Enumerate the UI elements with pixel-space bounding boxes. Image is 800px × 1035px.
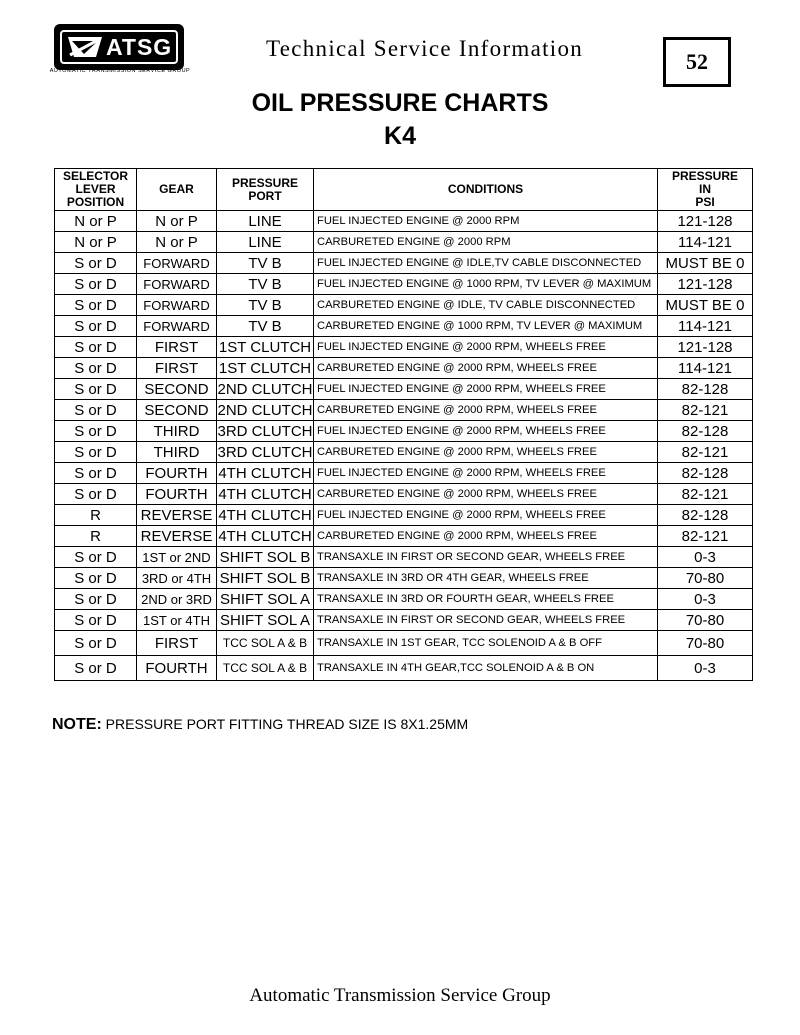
pressure-cell: 82-121	[658, 442, 753, 463]
pressure-cell: 82-121	[658, 526, 753, 547]
conditions-cell: CARBURETED ENGINE @ 1000 RPM, TV LEVER @ MAXIMUM	[314, 316, 658, 337]
table-row	[55, 358, 753, 379]
gear-cell: FIRST	[137, 337, 217, 358]
pressure-cell: 121-128	[658, 211, 753, 232]
conditions-cell: CARBURETED ENGINE @ IDLE, TV CABLE DISCONNECTED	[314, 295, 658, 316]
port-cell: 3RD CLUTCH	[217, 443, 313, 461]
logo-subtext: AUTOMATIC TRANSMISSION SERVICE GROUP	[49, 68, 191, 74]
conditions-cell: CARBURETED ENGINE @ 2000 RPM, WHEELS FREE	[314, 526, 658, 547]
pressure-cell: 82-128	[658, 463, 753, 484]
gear-cell: 1ST or 4TH	[137, 610, 217, 631]
pressure-cell: 82-128	[658, 505, 753, 526]
port-cell: 4TH CLUTCH	[218, 464, 312, 482]
technical-service-information-heading: Technical Service Information	[266, 36, 584, 61]
note-text: PRESSURE PORT FITTING THREAD SIZE IS 8X1.25MM	[101, 716, 469, 732]
pressure-cell: 0-3	[658, 656, 753, 681]
header-pressure-port: PRESSURE PORT	[217, 169, 314, 211]
conditions-cell: FUEL INJECTED ENGINE @ 2000 RPM	[314, 211, 658, 232]
position-cell: N or P	[55, 211, 137, 232]
port-cell: LINE	[217, 232, 314, 253]
pressure-cell: 70-80	[658, 610, 753, 631]
port-cell: 2ND CLUTCH	[217, 401, 313, 419]
pressure-cell: MUST BE 0	[658, 253, 753, 274]
gear-cell: FIRST	[137, 631, 217, 656]
gear-cell: FORWARD	[137, 316, 217, 337]
port-cell: LINE	[217, 211, 314, 232]
position-cell: S or D	[55, 568, 137, 589]
position-cell: N or P	[55, 232, 137, 253]
port-cell: 4TH CLUTCH	[218, 485, 312, 503]
port-cell: TCC SOL A & B	[217, 631, 314, 656]
conditions-cell: CARBURETED ENGINE @ 2000 RPM	[314, 232, 658, 253]
table-row	[55, 568, 753, 589]
gear-cell: N or P	[137, 211, 217, 232]
conditions-cell: FUEL INJECTED ENGINE @ 2000 RPM, WHEELS FREE	[314, 379, 658, 400]
conditions-cell: TRANSAXLE IN FIRST OR SECOND GEAR, WHEELS FREE	[314, 610, 658, 631]
table-row	[55, 589, 753, 610]
table-header-row	[55, 169, 753, 211]
conditions-cell: TRANSAXLE IN 3RD OR FOURTH GEAR, WHEELS FREE	[314, 589, 658, 610]
gear-cell: SECOND	[137, 400, 217, 421]
pressure-cell: MUST BE 0	[658, 295, 753, 316]
gear-cell: FOURTH	[137, 484, 217, 505]
table-row	[55, 379, 753, 400]
note	[52, 716, 468, 734]
gear-cell: THIRD	[137, 442, 217, 463]
page-title: OIL PRESSURE CHARTS	[251, 89, 549, 117]
position-cell: S or D	[55, 358, 137, 379]
gear-cell: 2ND or 3RD	[137, 589, 217, 610]
position-cell: S or D	[55, 337, 137, 358]
pressure-cell: 114-121	[658, 232, 753, 253]
port-cell: SHIFT SOL B	[217, 547, 314, 568]
position-cell: S or D	[55, 274, 137, 295]
conditions-cell: TRANSAXLE IN 1ST GEAR, TCC SOLENOID A & B OFF	[314, 631, 658, 656]
port-cell: TV B	[217, 253, 314, 274]
port-cell: 4TH CLUTCH	[218, 527, 312, 545]
conditions-cell: TRANSAXLE IN FIRST OR SECOND GEAR, WHEELS FREE	[314, 547, 658, 568]
conditions-cell: CARBURETED ENGINE @ 2000 RPM, WHEELS FREE	[314, 442, 658, 463]
gear-cell: REVERSE	[137, 505, 217, 526]
position-cell: S or D	[55, 379, 137, 400]
gear-cell: FORWARD	[137, 274, 217, 295]
table-row	[55, 656, 753, 681]
position-cell: S or D	[55, 295, 137, 316]
table-row	[55, 463, 753, 484]
gear-cell: 1ST or 2ND	[137, 547, 217, 568]
pressure-cell: 121-128	[658, 274, 753, 295]
table-row	[55, 421, 753, 442]
pressure-cell: 0-3	[658, 547, 753, 568]
position-cell: S or D	[55, 656, 137, 681]
position-cell: S or D	[55, 589, 137, 610]
port-cell: TV B	[217, 316, 314, 337]
table-row	[55, 274, 753, 295]
port-cell: 1ST CLUTCH	[217, 337, 314, 358]
port-cell: 3RD CLUTCH	[217, 422, 313, 440]
position-cell: S or D	[55, 547, 137, 568]
pressure-cell: 121-128	[658, 337, 753, 358]
logo-text: ATSG	[106, 33, 173, 60]
position-cell: S or D	[55, 463, 137, 484]
logo-badge	[54, 24, 184, 70]
table-row	[55, 442, 753, 463]
conditions-cell: FUEL INJECTED ENGINE @ 2000 RPM, WHEELS FREE	[314, 505, 658, 526]
port-cell: 1ST CLUTCH	[217, 358, 314, 379]
oil-pressure-table	[54, 168, 753, 681]
conditions-cell: TRANSAXLE IN 4TH GEAR,TCC SOLENOID A & B ON	[314, 656, 658, 681]
conditions-cell: FUEL INJECTED ENGINE @ 2000 RPM, WHEELS FREE	[314, 463, 658, 484]
table-row	[55, 337, 753, 358]
port-cell: 4TH CLUTCH	[218, 506, 312, 524]
conditions-cell: FUEL INJECTED ENGINE @ 2000 RPM, WHEELS FREE	[314, 421, 658, 442]
gear-cell: SECOND	[137, 379, 217, 400]
conditions-cell: CARBURETED ENGINE @ 2000 RPM, WHEELS FREE	[314, 484, 658, 505]
pressure-cell: 70-80	[658, 568, 753, 589]
gear-cell: FIRST	[137, 358, 217, 379]
table-row	[55, 484, 753, 505]
pressure-cell: 70-80	[658, 631, 753, 656]
position-cell: S or D	[55, 253, 137, 274]
header-gear: GEAR	[137, 169, 217, 211]
header-pressure-psi: PRESSURE IN PSI	[658, 169, 753, 211]
conditions-cell: CARBURETED ENGINE @ 2000 RPM, WHEELS FREE	[314, 358, 658, 379]
atsg-logo	[44, 22, 196, 78]
header-conditions: CONDITIONS	[314, 169, 658, 211]
position-cell: S or D	[55, 421, 137, 442]
port-cell: SHIFT SOL A	[217, 610, 314, 631]
gear-wing-icon	[66, 33, 104, 61]
table-row	[55, 610, 753, 631]
port-cell: TCC SOL A & B	[217, 656, 314, 681]
conditions-cell: FUEL INJECTED ENGINE @ 1000 RPM, TV LEVER @ MAXIMUM	[314, 274, 658, 295]
port-cell: 2ND CLUTCH	[217, 380, 313, 398]
page-number-box: 52	[663, 37, 731, 87]
table-row	[55, 547, 753, 568]
port-cell: TV B	[217, 274, 314, 295]
pressure-cell: 82-128	[658, 421, 753, 442]
pressure-cell: 0-3	[658, 589, 753, 610]
gear-cell: FORWARD	[137, 295, 217, 316]
pressure-cell: 82-121	[658, 400, 753, 421]
page-subtitle: K4	[384, 122, 416, 150]
port-cell: SHIFT SOL A	[217, 589, 314, 610]
table-row	[55, 253, 753, 274]
table-row	[55, 400, 753, 421]
conditions-cell: CARBURETED ENGINE @ 2000 RPM, WHEELS FREE	[314, 400, 658, 421]
position-cell: S or D	[55, 610, 137, 631]
table-row	[55, 232, 753, 253]
table-row	[55, 211, 753, 232]
gear-cell: REVERSE	[137, 526, 217, 547]
pressure-cell: 82-121	[658, 484, 753, 505]
position-cell: R	[55, 505, 137, 526]
gear-cell: FORWARD	[137, 253, 217, 274]
position-cell: S or D	[55, 484, 137, 505]
port-cell: SHIFT SOL B	[217, 568, 314, 589]
position-cell: S or D	[55, 631, 137, 656]
gear-cell: N or P	[137, 232, 217, 253]
pressure-cell: 82-128	[658, 379, 753, 400]
gear-cell: 3RD or 4TH	[137, 568, 217, 589]
position-cell: S or D	[55, 400, 137, 421]
table-row	[55, 631, 753, 656]
conditions-cell: FUEL INJECTED ENGINE @ 2000 RPM, WHEELS FREE	[314, 337, 658, 358]
conditions-cell: FUEL INJECTED ENGINE @ IDLE,TV CABLE DISCONNECTED	[314, 253, 658, 274]
position-cell: R	[55, 526, 137, 547]
position-cell: S or D	[55, 316, 137, 337]
port-cell: TV B	[217, 295, 314, 316]
footer: Automatic Transmission Service Group	[249, 985, 551, 1006]
header-selector-lever-position: SELECTOR LEVER POSITION	[55, 169, 137, 211]
table-row	[55, 316, 753, 337]
table-row	[55, 526, 753, 547]
gear-cell: THIRD	[137, 421, 217, 442]
table-row	[55, 505, 753, 526]
gear-cell: FOURTH	[137, 463, 217, 484]
gear-cell: FOURTH	[137, 656, 217, 681]
pressure-cell: 114-121	[658, 316, 753, 337]
note-label: NOTE:	[52, 716, 102, 733]
table-row	[55, 295, 753, 316]
position-cell: S or D	[55, 442, 137, 463]
pressure-cell: 114-121	[658, 358, 753, 379]
conditions-cell: TRANSAXLE IN 3RD OR 4TH GEAR, WHEELS FREE	[314, 568, 658, 589]
